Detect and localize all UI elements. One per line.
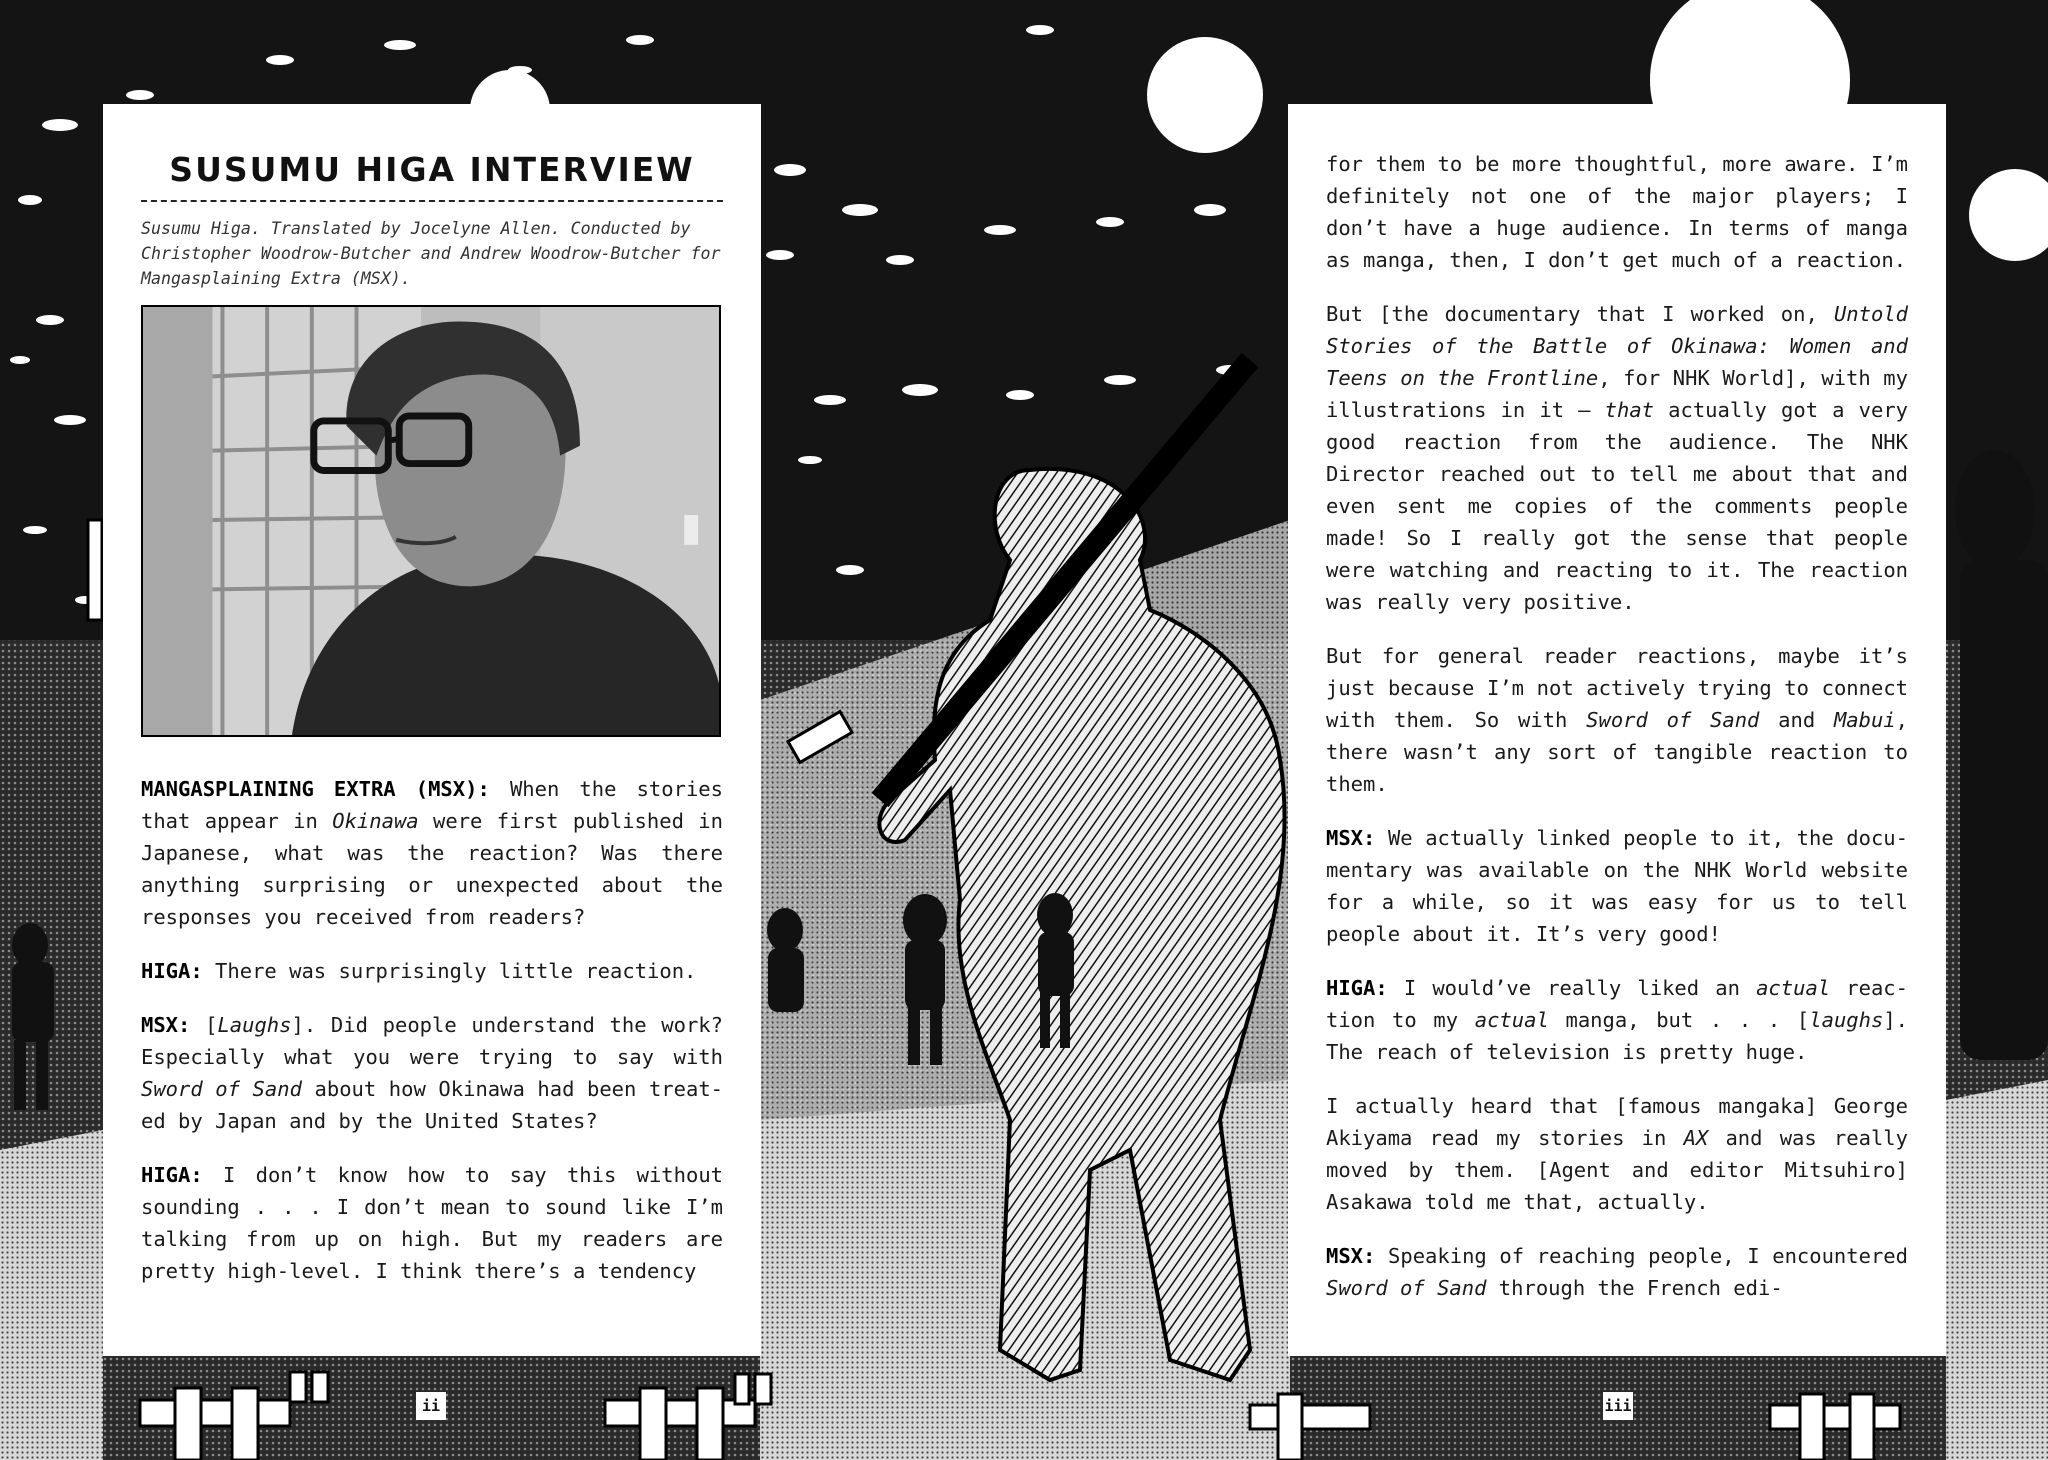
- paragraph: I actually heard that [famous mangaka] George Akiyama read my stories in AX and was really moved by them. [Agent and editor Mitsuhiro] Asakawa told me that, actually.: [1326, 1094, 1908, 1214]
- speaker-label: HIGA:: [1326, 976, 1388, 1000]
- left-text-panel: [103, 104, 761, 1356]
- paragraph: MSX: Speaking of reaching people, I encountered Sword of Sand through the French edi-: [1326, 1244, 1908, 1300]
- paragraph: But [the documentary that I worked on, Untold Stories of the Battle of Okinawa: Women and Teens on the Frontline, for NHK World], with my illustrations in it — that actually got a very good reaction from the audience. The NHK Director reached out to tell me about that and even sent me copies of the comments people made! So I really got the sense that people were watching and reacting to it. The reaction was really very positive.: [1326, 302, 1908, 614]
- interview-credits: Susumu Higa. Translated by Jocelyne Allen. Conducted by Christopher Woodrow-Butcher and Andrew Woodrow-Butcher for Mangasplaining Extra (MSX).: [141, 218, 721, 288]
- portrait-photo: [141, 305, 721, 737]
- paragraph: MANGASPLAINING EXTRA (MSX): When the stories that appear in Okinawa were first published in Japanese, what was the reaction? Was there anything surprising or unexpected about the responses you received from readers?: [141, 776, 723, 929]
- title-divider: [141, 200, 723, 202]
- paragraph: HIGA: I don’t know how to say this without sounding . . . I don’t mean to sound like I’m talking from up on high. But my readers are pretty high-level. I think there’s a tendency: [141, 1162, 723, 1283]
- speaker-label: HIGA:: [141, 958, 203, 983]
- right-interview-text: [1326, 148, 1908, 1304]
- left-interview-text: [141, 773, 723, 1287]
- page-number-left: ii: [416, 1392, 446, 1420]
- paragraph: MSX: [Laughs]. Did people understand the work? Especially what you were trying to say with Sword of Sand about how Okinawa had been treated by Japan and by the United States?: [141, 1012, 723, 1133]
- paragraph: HIGA: There was surprisingly little reaction.: [141, 958, 697, 983]
- speaker-label: MANGASPLAINING EXTRA (MSX):: [141, 776, 490, 801]
- right-text-panel: [1288, 104, 1946, 1356]
- paragraph: HIGA: I would’ve really liked an actual reaction to my actual manga, but . . . [laughs]. The reach of television is pretty huge.: [1326, 976, 1909, 1064]
- interview-title: SUSUMU HIGA INTERVIEW: [169, 150, 695, 189]
- speaker-label: MSX:: [141, 1012, 191, 1037]
- page-number-right: iii: [1603, 1392, 1633, 1420]
- paragraph: MSX: We actually linked people to it, the documentary was available on the NHK World website for a while, so it was easy for us to tell people about it. It’s very good!: [1326, 826, 1908, 946]
- paragraph: for them to be more thoughtful, more aware. I’m definitely not one of the major players; I don’t have a huge audience. In terms of manga as manga, then, I don’t get much of a reaction.: [1326, 152, 1908, 272]
- speaker-label: MSX:: [1326, 1244, 1376, 1268]
- speaker-label: HIGA:: [141, 1162, 203, 1187]
- speaker-label: MSX:: [1326, 826, 1376, 850]
- paragraph: But for general reader reactions, maybe it’s just because I’m not actively trying to connect with them. So with Sword of Sand and Mabui, there wasn’t any sort of tangible reaction to them.: [1326, 644, 1908, 796]
